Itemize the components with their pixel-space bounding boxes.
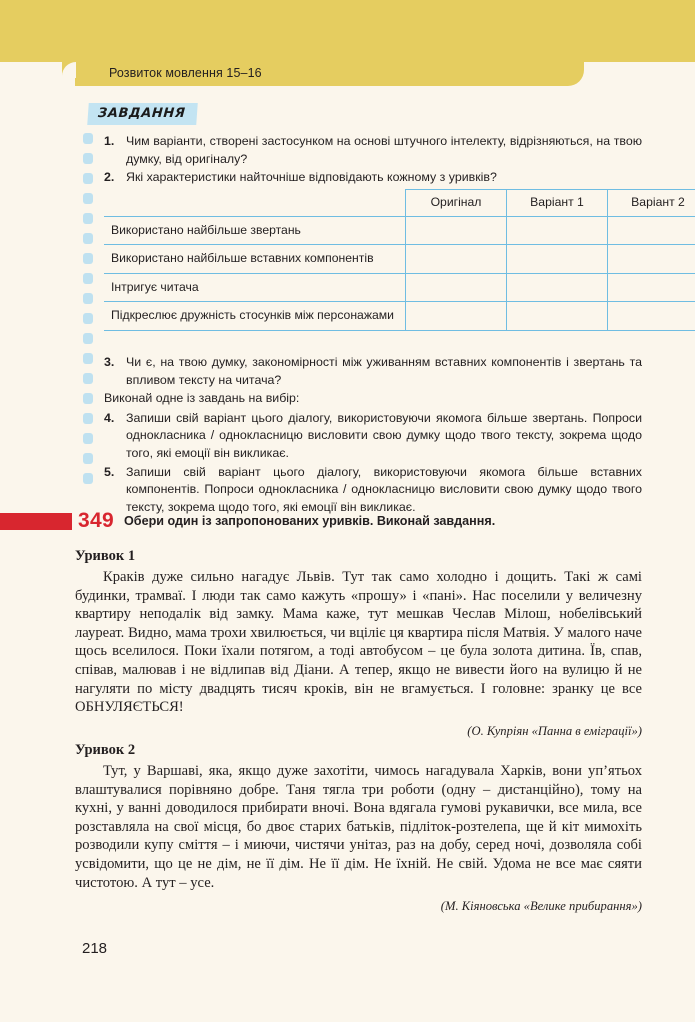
exercise-title: Обери один із запропонованих уривків. Виконай завдання. bbox=[124, 514, 496, 528]
excerpt-heading: Уривок 2 bbox=[75, 742, 136, 758]
rail-dot bbox=[83, 293, 93, 304]
question-item bbox=[104, 354, 642, 389]
cell-variant-2[interactable] bbox=[608, 216, 695, 245]
cell-original[interactable] bbox=[406, 216, 507, 245]
rail-dot bbox=[83, 273, 93, 284]
rail-dot bbox=[83, 473, 93, 484]
table-row bbox=[104, 302, 695, 331]
excerpt-body: Краків дуже сильно нагадує Львів. Тут так само холодно і дощить. Такі ж самі будинки, трамваї. І люди так само кажуть «прошу» і «пані». Нас поселили у величезну квартиру неподалік від замку. Мама каже, тут мешкав Чеслав Мілош, нобелівський лауреат. Видно, мама трохи хвилюється, чи вцiліє ця квартира після Матвія. У малого наче щось вселилося. Поки їхали потягом, а тоді автобусом – це була золота дитина. Їв, спав, співав, малював і не відлипав від Діани. А тепер, якщо не вивести його на вулицю й не нагуляти по місту двадцять тисяч кроків, він не вгамується. І головне: зранку це все ОБНУЛЯЄТЬСЯ! bbox=[75, 569, 642, 716]
header-tab-notch bbox=[62, 62, 76, 78]
question-item bbox=[104, 133, 642, 168]
table-row bbox=[104, 273, 695, 302]
criteria-table-wrapper bbox=[104, 189, 685, 331]
rail-dot bbox=[83, 373, 93, 384]
rail-dot bbox=[83, 253, 93, 264]
rail-dot bbox=[83, 333, 93, 344]
page-number: 218 bbox=[82, 940, 108, 957]
cell-variant-2[interactable] bbox=[608, 302, 695, 331]
rail-dot bbox=[83, 453, 93, 464]
question-item bbox=[104, 169, 642, 187]
question-number: 1. bbox=[104, 134, 115, 148]
table-header-row bbox=[104, 190, 695, 217]
column-header-original: Оригінал bbox=[406, 190, 507, 217]
rail-dot bbox=[83, 433, 93, 444]
cell-variant-2[interactable] bbox=[608, 245, 695, 274]
question-number: 3. bbox=[104, 355, 115, 369]
question-number: 2. bbox=[104, 170, 115, 185]
row-label: Інтригує читача bbox=[104, 273, 406, 302]
cell-variant-1[interactable] bbox=[507, 245, 608, 274]
question-list-bottom bbox=[104, 354, 642, 517]
question-number: 4. bbox=[104, 410, 115, 425]
question-text: Запиши свій варіант цього діалогу, використовуючи якомога більше вставних компонентів. Попроси однокласника / однокласницю висловити свою думку щодо твого тексту, зокрема щодо того, які емоції він викликає. bbox=[126, 464, 642, 514]
running-head-title: Розвиток мовлення 15–16 bbox=[109, 66, 262, 80]
row-label: Використано найбільше вставних компонентів bbox=[104, 245, 406, 274]
question-text: Чим варіанти, створені застосунком на основі штучного інтелекту, відрізняються, на твою думку, від оригіналу? bbox=[126, 134, 642, 166]
table-row bbox=[104, 245, 695, 274]
excerpt-attribution: (М. Кіяновська «Велике прибирання») bbox=[440, 899, 642, 914]
task-badge: ЗАВДАННЯ bbox=[87, 103, 198, 125]
question-text: Запиши свій варіант цього діалогу, використовуючи якомога більше звертань. Попроси однокласника / однокласницю висловити свою думку щодо твого тексту, зокрема щодо того, які емоції він викликає. bbox=[126, 410, 642, 460]
question-number: 5. bbox=[104, 464, 115, 479]
cell-original[interactable] bbox=[406, 245, 507, 274]
rail-dot bbox=[83, 193, 93, 204]
cell-variant-1[interactable] bbox=[507, 302, 608, 331]
excerpt-2 bbox=[75, 742, 642, 914]
question-list-top bbox=[104, 133, 642, 188]
decorative-dot-rail bbox=[83, 133, 93, 484]
table-row bbox=[104, 216, 695, 245]
rail-dot bbox=[83, 413, 93, 424]
rail-dot bbox=[83, 133, 93, 144]
exercise-number: 349 bbox=[78, 509, 114, 532]
cell-variant-1[interactable] bbox=[507, 273, 608, 302]
row-label: Використано найбільше звертань bbox=[104, 216, 406, 245]
question-item bbox=[104, 464, 642, 517]
rail-dot bbox=[83, 353, 93, 364]
rail-dot bbox=[83, 213, 93, 224]
choice-note: Виконай одне із завдань на вибір: bbox=[104, 391, 300, 406]
excerpt-attribution: (О. Купріян «Панна в еміграції») bbox=[467, 723, 642, 738]
column-header-variant-2: Варіант 2 bbox=[608, 190, 695, 217]
rail-dot bbox=[83, 153, 93, 164]
cell-variant-2[interactable] bbox=[608, 273, 695, 302]
rail-dot bbox=[83, 313, 93, 324]
rail-dot bbox=[83, 173, 93, 184]
question-item bbox=[104, 410, 642, 463]
question-text: Які характеристики найточніше відповідають кожному з уривків? bbox=[126, 170, 497, 185]
column-header-variant-1: Варіант 1 bbox=[507, 190, 608, 217]
cell-original[interactable] bbox=[406, 273, 507, 302]
criteria-table bbox=[104, 189, 695, 331]
excerpt-body: Тут, у Варшаві, яка, якщо дуже захотіти, чимось нагадувала Харків, вони уп’ятьох влаштувалися порівняно добре. Таня тягла три роботи (одну – дистанційно), тому на кухні, у ванні доводилося прибирати вночі. Вона вдягала гумові рукавички, все мила, все розставляла на свої місця, бо двоє старих батьків, підліток-розтелепа, ще й кіт мимохіть розводили купу сміття – і миючи, чистячи унітаз, раз на добу, серед ночі, дозволяла собі усвідомити, що це не дім, не її дім. Не її дім. Не їхній. Не свій. Удома не все має сяяти чистотою. А тут – усе. bbox=[75, 763, 642, 891]
excerpt-heading: Уривок 1 bbox=[75, 548, 136, 564]
excerpt-1 bbox=[75, 548, 642, 739]
column-header-blank bbox=[104, 190, 406, 217]
row-label: Підкреслює дружність стосунків між персонажами bbox=[104, 302, 406, 331]
question-text: Чи є, на твою думку, закономірності між уживанням вставних компонентів і звертань та впливом тексту на читача? bbox=[126, 355, 642, 387]
rail-dot bbox=[83, 233, 93, 244]
header-band bbox=[0, 0, 695, 62]
exercise-rule-bar bbox=[0, 513, 72, 530]
cell-original[interactable] bbox=[406, 302, 507, 331]
cell-variant-1[interactable] bbox=[507, 216, 608, 245]
rail-dot bbox=[83, 393, 93, 404]
